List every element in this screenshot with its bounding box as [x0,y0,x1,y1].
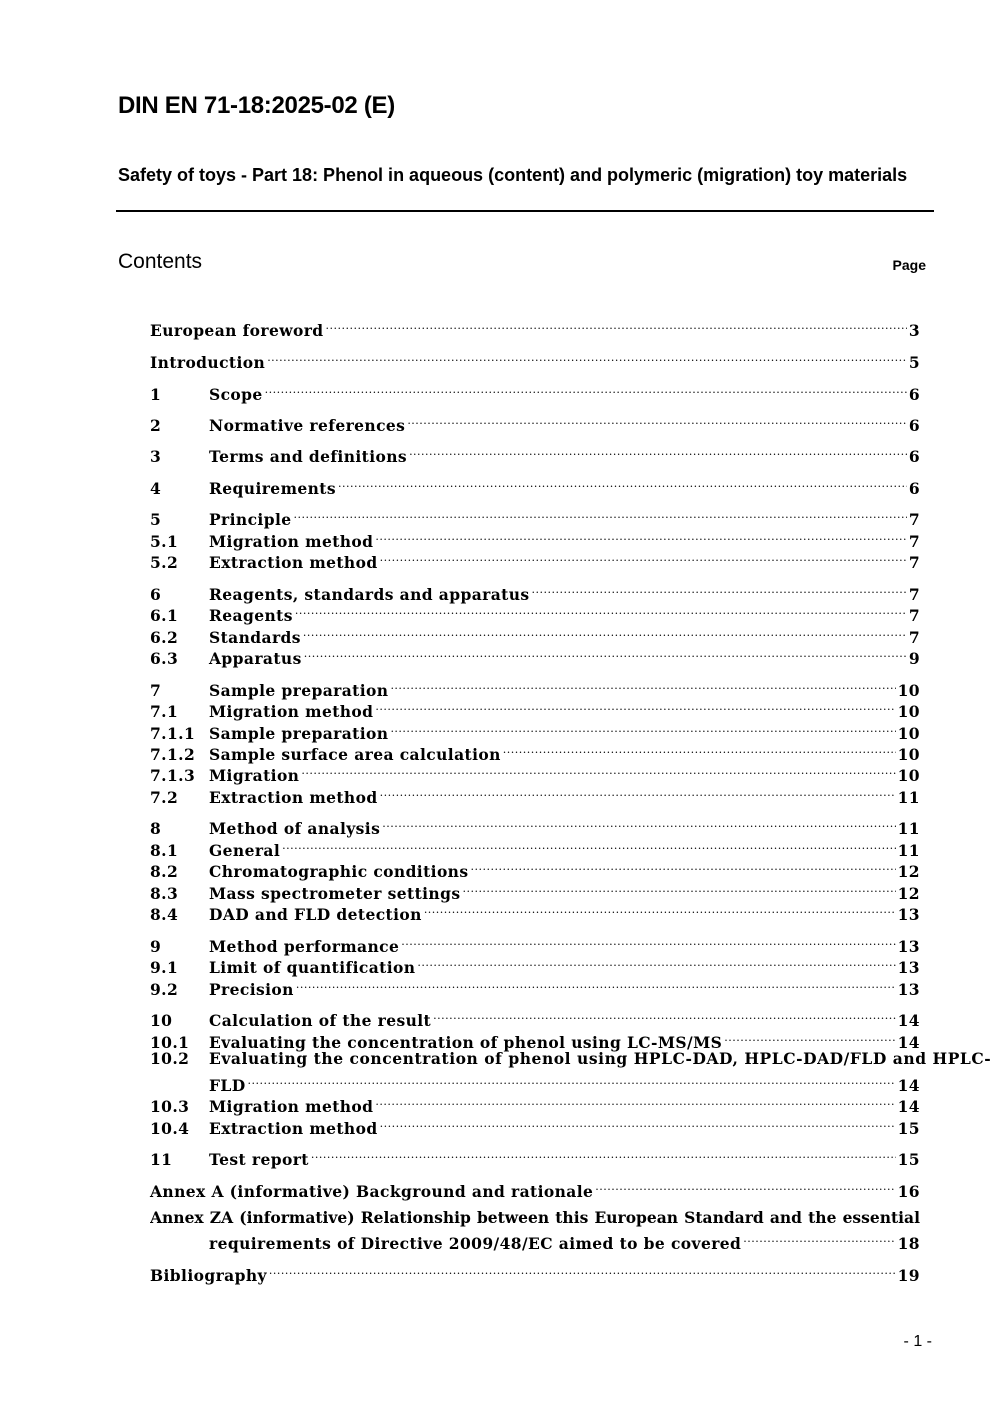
toc-entry-page: 12 [897,862,920,881]
toc-entry-page: 13 [897,905,920,924]
toc-entry-number: 6 [150,585,162,604]
toc-entry-label: Annex ZA (informative) Relationship between this European Standard and the essential [150,1208,920,1227]
toc-entry-page: 14 [897,1097,920,1116]
toc-entry-page: 10 [897,766,920,785]
toc-entry-page: 6 [908,416,920,435]
toc-entry-number: 6.3 [150,649,179,668]
toc-entry-number: 8 [150,819,162,838]
toc-entry[interactable] [150,1006,920,1030]
toc-entry-page: 9 [908,649,920,668]
toc-entry[interactable] [150,676,920,700]
toc-entry[interactable] [150,1114,920,1138]
toc-entry-label: Method of analysis [209,819,381,838]
toc-entry-label: Introduction [150,353,266,372]
toc-entry-number: 7.1 [150,702,179,721]
dot-leader [407,411,907,431]
toc-entry-label: Precision [209,980,294,999]
dot-leader [311,1145,896,1165]
toc-entry-page: 7 [908,553,920,572]
toc-entry[interactable] [150,316,920,340]
toc-entry[interactable] [150,697,920,721]
toc-entry-label: DAD and FLD detection [209,905,422,924]
dot-leader [380,783,896,803]
toc-entry-number: 7 [150,681,162,700]
toc-entry-page: 13 [897,980,920,999]
toc-entry[interactable] [150,1261,920,1285]
dot-leader [301,761,895,781]
toc-entry[interactable] [150,1229,920,1253]
toc-entry-page: 16 [897,1182,920,1201]
toc-entry-label: Standards [209,628,301,647]
toc-entry-number: 4 [150,479,162,498]
toc-entry[interactable] [150,644,920,668]
dot-leader [303,623,907,643]
dot-leader [338,474,907,494]
dot-leader [462,879,895,899]
toc-entry-number: 10 [150,1011,173,1030]
toc-entry-page: 14 [897,1011,920,1030]
toc-entry-page: 7 [908,628,920,647]
toc-entry-label: Apparatus [209,649,302,668]
dot-leader [380,548,907,568]
toc-entry-label: Evaluating the concentration of phenol using LC-MS/MS [209,1033,723,1052]
toc-entry-number: 3 [150,447,162,466]
toc-entry-label: Scope [209,385,263,404]
toc-entry-label: Bibliography [150,1266,267,1285]
toc-entry-number: 6.1 [150,606,179,625]
toc-entry-label: General [209,841,281,860]
toc-entry[interactable] [150,932,920,956]
dot-leader [296,975,896,995]
dot-leader [294,505,907,525]
toc-entry[interactable] [150,580,920,604]
toc-entry[interactable] [150,879,920,903]
dot-leader [295,601,907,621]
toc-entry-page: 14 [897,1076,920,1095]
toc-entry-label: Reagents [209,606,293,625]
contents-heading: Contents [118,250,203,273]
toc-entry-page: 3 [908,321,920,340]
toc-entry-number: 7.1.3 [150,766,196,785]
toc-entry-number: 5 [150,510,162,529]
toc-entry-number: 7.1.2 [150,745,196,764]
dot-leader [375,697,895,717]
dot-leader [265,380,907,400]
toc-entry-page: 6 [908,385,920,404]
page-column-heading: Page [892,257,926,273]
toc-entry-page: 15 [897,1119,920,1138]
dot-leader [743,1229,895,1249]
toc-entry[interactable] [150,953,920,977]
toc-entry-number: 9 [150,937,162,956]
toc-entry-label: Mass spectrometer settings [209,884,461,903]
toc-entry[interactable] [150,411,920,435]
toc-entry-number: 5.2 [150,553,179,572]
dot-leader [375,527,906,547]
toc-entry-number: 7.1.1 [150,724,196,743]
toc-entry-label: Extraction method [209,553,378,572]
dot-leader [433,1006,896,1026]
dot-leader [380,1114,896,1134]
toc-entry[interactable] [150,814,920,838]
toc-entry-label: Evaluating the concentration of phenol using HPLC-DAD, HPLC-DAD/FLD and HPLC- [209,1049,992,1068]
toc-entry-label: Annex A (informative) Background and rationale [150,1182,594,1201]
toc-entry[interactable] [150,623,920,647]
toc-entry-page: 12 [897,884,920,903]
dot-leader [267,348,907,368]
dot-leader [532,580,907,600]
toc-entry-page: 11 [897,819,920,838]
toc-entry-number: 8.3 [150,884,179,903]
toc-entry-number: 1 [150,385,162,404]
toc-entry[interactable] [150,548,920,572]
document-title: DIN EN 71-18:2025-02 (E) [118,92,395,119]
toc-entry-page: 10 [897,681,920,700]
dot-leader [248,1071,896,1091]
dot-leader [326,316,907,336]
toc-entry[interactable] [150,380,920,404]
toc-entry-number: 7.2 [150,788,179,807]
dot-leader [304,644,907,664]
toc-entry[interactable] [150,719,920,743]
toc-entry[interactable] [150,761,920,785]
toc-entry-page: 7 [908,606,920,625]
toc-entry-number: 10.3 [150,1097,190,1116]
toc-entry-label: Extraction method [209,788,378,807]
toc-entry[interactable] [150,975,920,999]
dot-leader [503,740,896,760]
dot-leader [390,676,895,696]
toc-entry[interactable] [150,1092,920,1116]
toc-entry[interactable] [150,783,920,807]
toc-entry-page: 11 [897,841,920,860]
toc-entry-number: 6.2 [150,628,179,647]
toc-entry-number: 10.4 [150,1119,190,1138]
toc-entry[interactable] [150,601,920,625]
toc-entry[interactable] [150,1177,920,1201]
toc-entry[interactable] [150,442,920,466]
toc-entry[interactable] [150,474,920,498]
toc-entry[interactable] [150,740,920,764]
toc-entry-page: 13 [897,958,920,977]
toc-entry[interactable] [150,836,920,860]
dot-leader [375,1092,895,1112]
toc-entry-label: Chromatographic conditions [209,862,469,881]
toc-entry-number: 5.1 [150,532,179,551]
toc-entry-page: 19 [897,1266,920,1285]
toc-entry-page: 13 [897,937,920,956]
toc-entry-label: Sample preparation [209,681,389,700]
dot-leader [401,932,895,952]
toc-entry-page: 10 [897,724,920,743]
toc-entry-page: 11 [897,788,920,807]
toc-entry-page: 14 [897,1033,920,1052]
toc-entry-label: Test report [209,1150,309,1169]
toc-entry-label: Normative references [209,416,406,435]
toc-entry-number: 2 [150,416,162,435]
toc-entry[interactable] [150,1071,920,1095]
toc-entry-page: 7 [908,532,920,551]
toc-entry-label: Migration method [209,532,374,551]
toc-entry[interactable] [150,1028,920,1052]
toc-entry-label-continued: FLD [209,1076,246,1095]
dot-leader [382,814,895,834]
toc-entry-number: 10.1 [150,1033,190,1052]
toc-entry-label: Sample surface area calculation [209,745,501,764]
dot-leader [269,1261,896,1281]
toc-entry-label: Requirements [209,479,336,498]
toc-entry-label: Extraction method [209,1119,378,1138]
page-number: - 1 - [903,1333,932,1350]
toc-entry-label: Reagents, standards and apparatus [209,585,530,604]
toc-entry-label-continued: requirements of Directive 2009/48/EC aimed to be covered [209,1234,742,1253]
toc-entry-label: Migration method [209,702,374,721]
toc-entry-number: 11 [150,1150,173,1169]
dot-leader [409,442,907,462]
toc-entry-page: 7 [908,510,920,529]
toc-entry-page: 7 [908,585,920,604]
toc-entry-label: Method performance [209,937,400,956]
toc-entry[interactable] [150,857,920,881]
document-subtitle: Safety of toys - Part 18: Phenol in aqueous (content) and polymeric (migration) toy materials [118,165,908,185]
toc-entry-line[interactable] [150,1208,920,1228]
toc-entry-page: 5 [908,353,920,372]
toc-entry-label: Migration [209,766,300,785]
dot-leader [417,953,895,973]
dot-leader [424,900,896,920]
toc-entry-number: 9.2 [150,980,179,999]
toc-entry-page: 18 [897,1234,920,1253]
toc-entry-number: 8.2 [150,862,179,881]
toc-entry-label: European foreword [150,321,324,340]
toc-entry-label: Limit of quantification [209,958,416,977]
toc-entry-label: Principle [209,510,292,529]
toc-entry-line[interactable] [150,1049,992,1069]
toc-entry-number: 9.1 [150,958,179,977]
toc-entry-number: 10.2 [150,1049,190,1068]
toc-entry-label: Sample preparation [209,724,389,743]
toc-entry-page: 10 [897,745,920,764]
toc-entry-page: 6 [908,447,920,466]
toc-entry[interactable] [150,900,920,924]
toc-entry-page: 10 [897,702,920,721]
toc-entry-number: 8.1 [150,841,179,860]
toc-entry-label: Calculation of the result [209,1011,432,1030]
toc-entry[interactable] [150,505,920,529]
dot-leader [724,1028,895,1048]
toc-entry-number: 8.4 [150,905,179,924]
toc-entry-page: 6 [908,479,920,498]
toc-entry-label: Terms and definitions [209,447,408,466]
dot-leader [595,1177,895,1197]
toc-entry[interactable] [150,527,920,551]
dot-leader [470,857,895,877]
toc-entry[interactable] [150,1145,920,1169]
toc-entry[interactable] [150,348,920,372]
toc-entry-page: 15 [897,1150,920,1169]
toc-entry-label: Migration method [209,1097,374,1116]
dot-leader [282,836,895,856]
dot-leader [390,719,895,739]
